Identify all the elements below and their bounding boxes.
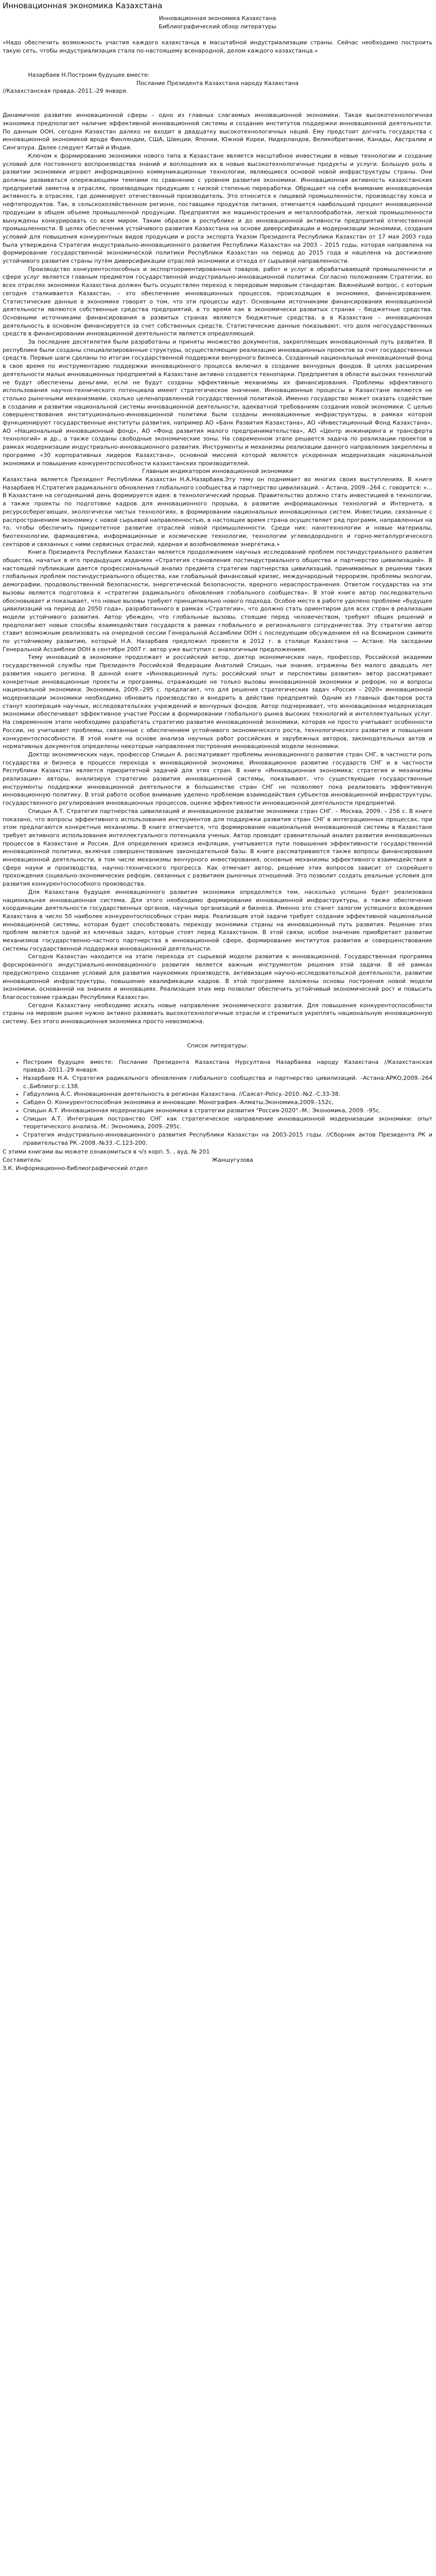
footer-author-label: Составитель: [3,1157,43,1164]
reference-item: • Габдуллина А.С. Инновационная деятельность в регионах Казахстана. //Саясат-Policy.-2010.-№2.-С.33-38. [23,1090,432,1098]
epigraph-author: Назарбаев Н.Построим будущее вместе: [28,71,150,78]
reference-item: • Стратегия индустриально-инновационного развития Республики Казахстан на 2003-2015 годы. //Сборник актов Президента РК и правительства РК.-2008.-№33.-С.123-200. [23,1131,432,1147]
reference-item: • Спицын А.Т. Инновационная модернизация экономики в стратегии развития "Россия-2020".-М.: Экономика, 2009. -95с. [23,1107,432,1115]
section-heading: Главным индикатором инновационной экономики [142,468,293,475]
body-paragraph: Ключом к формированию экономики нового типа в Казахстане является масштабное инвестиции в новые технологии и создание условий для постоянного воспроизводства знаний и воплощения их в новые высокотехнологичные продукты и услуги. Большую роль в развитии экономики играют информационно коммуникационные технологии, являющиеся основой новой инфраструктуры страны. Они должны развиваться опережающими темпами по сравнению с уровнем развития экономики. Инновационная активность казахстанских предприятий заметна в отраслях, производящих продукцию с низкой степенью переработки. Обращает на себя внимание инновационная активность в отраслях, где доминирует отечественный производитель. Это относится к пищевой промышленности, производству кокса и нефтепродуктов. Так, в сельскохозяйственном регионе, поставщике продуктов питания, отмечается наибольший процент инновационной продукции в общем объеме промышленной продукции. Предприятия же машиностроения и металлообработки, легкой промышленности вынуждены конкурировать со всем миром. Таким образом в республике и до инновационной активности предприятий отечественной промышленности. В целях обеспечения устойчивого развития Казахстана на основе диверсификации и модернизации экономики, создания условий для повышения конкурентных видов продукции и роста экспорта Указом Президента Республики Казахстан от 17 мая 2003 года была утверждена Стратегия индустриально-инновационного развития Республики Казахстан на 2003 – 2015 годы, которая направлена на формирование государственной экономической политики Республики Казахстан на период до 2015 года и нацелена на достижение устойчивого развития страны путём диверсификации отраслей экономики и отхода от сырьевой направленности. [3,152,432,265]
footer-dept: З.К. Информационно-библиографический отдел [3,1164,148,1172]
epigraph [3,71,432,95]
footer-author-name: Жаншугузова [212,1157,253,1164]
header-block [3,14,432,30]
body-paragraph: Книга Президента Республики Казахстан является продолжением научных исследований проблем постиндустриального развития общества, начатых в его предыдущих изданиях «Стратегия становления постиндустриального общества и партнерство цивилизаций». В настоящей публикации дается профессиональный анализ предмета стратегии партнерства цивилизаций, принимаемых в решении таких глобальных проблем постиндустриального общества, как глобальный финансовый кризис, международный терроризм, проблемы экологии, демографии, продовольственной безопасности, энергетической безопасности, ядерного нераспространения. Ответом государства на эти вызовы является подготовка к «стратегии радикального обновления глобального сообщества». В этой книге автор последовательно обосновывает и показывает, что новые вызовы требуют принципиально нового подхода. Особое место в работе уделено проблеме «будущее цивилизаций на период до 2050 года», разработанного в рамках «Стратегии», что должно стать ориентиром для всех стран в реализации модели устойчивого развития. Автор убежден, что глобальные вызовы, стоящие перед человечеством, требуют общих решений и предполагают новые способы взаимодействия государств в рамках глобального и регионального сотрудничества. Эту стратегию автор ставит возможным реализовать на очередной сессии Генеральной Ассамблеи ООН с последующим обсуждением её на Всемирном саммите по устойчивому развитию, который Н.А. Назарбаев предложил провести в 2012 г. в столице Казахстана — Астане. На заседании Генеральной Ассамблеи ООН в сентябре 2007 г. автор уже выступил с аналогичным предложением. [3,549,432,653]
footer [3,1148,432,1172]
body-paragraph: За последние десятилетия были разработаны и приняты множество документов, закрепляющих инновационный путь развития. В республике были созданы специализированные структуры, осуществляющие реализацию инновационных проектов за счет государственных средств. Первые шаги сделаны по итогам государственной поддержки венчурного бизнеса. Созданный национальный инновационный фонд в свое время по инструментарию поддержки инновационного процесса включил в создание венчурных фондов. В целях расширения деятельности малых инновационных предприятий в Казахстане активно создаются технопарки. Предприятия в области высоких технологий не будут обеспечены деньгами, если не будут созданы эффективные механизмы их финансирования. Проблемы эффективного использования научно-технического потенциала имеют стратегическое значение. Инновационные процессы в Казахстане являются не столько рыночными механизмами, сколько целенаправленной государственной политикой. Именно государство может оказать содействие в создании и развитии национальной системы инновационной деятельности, адекватной требованиям создания новой экономики. С целью совершенствования институционально-инновационной политики были созданы инновационные инфраструктуры, в рамках которой функционируют государственные институты развития, например АО «Банк Развития Казахстана», АО «Инвестиционный Фонд Казахстана», АО «Национальный инновационный фонд», АО «Фонд развития малого предпринимательства», АО «Центр инжиниринга и трансферта технологий» и др., а также созданы свободные экономические зоны. На современном этапе решается задача по реализации проектов в рамках модернизации индустриально-инновационного развития. Инструменты и механизмы реализации данного направления закреплены в программе «30 корпоративных лидеров Казахстана», основной миссией которой является ускоренная модернизация национальной экономики и повышение конкурентоспособности казахстанских производителей. [3,338,432,467]
reference-item: • Назарбаев Н.А. Стратегия радикального обновления глобального сообщества и партнерство цивилизаций. –Астана:АРКО,2009.-264 с.,Библиогр.:с.138. [23,1074,432,1090]
body-paragraph: Спицын А.Т. Стратегия партнерства цивилизаций и инновационное развитие экономики стран СНГ. – Москва, 2009. – 256 с. В книге показано, что вопросы эффективного использования инструментов для поддержки развития стран СНГ в интеграционных процессах, при этом предлагаются конкретные механизмы. В книге отмечается, что формирование национальной инновационной системы в Казахстане требует активного использования интеллектуального потенциала ученых. Автор проводит сравнительный анализ развития инновационных процессов в Казахстане и России. Для определения кризиса инфляции, учитываются пути повышения эффективности государственной инновационной политики, включая совершенствование законодательной базы. В книге рассматриваются также вопросы финансирования инновационной деятельности, в том числе механизмы венчурного инвестирования, основные механизмы эффективного взаимодействия в сфере науки и производства, научно-технического прогресса. Как отмечает автор, решение этих вопросов зависит от скорейшего прохождения социально-экономических реформ, связанных с развитием рыночных отношений. Это позволит создать реальные условия для развития конкурентоспособного производства. [3,807,432,888]
body-paragraph: Динамичное развитие инновационной сферы – одно из главных слагаемых инновационной экономики. Такая высокотехнологичная экономика предполагает наличие эффективной инновационной системы и создание институтов поддержки инновационной деятельности. По данным ООН, сегодня Казахстан далеко не входит в двадцатку высокотехнологичных наций. Ему предстоит догнать государства с инновационной экономикой вроде Финляндии, США, Швеции, Японии, Южной Кореи, Нидерландов, Великобритании, Канады, Австралии и Сингапура. Далее следуют Китай и Индия. [3,112,432,151]
body-paragraph: Сегодня Казахстану необходимо искать новые направления экономического развития. Для повышения конкурентоспособности страны на мировом рынке нужно активно развивать высокотехнологичные отрасли и стремиться укреплять национальную инновационную систему. Без этого инновационная экономика просто невозможна. [3,1002,432,1025]
reference-item: • Спицын А.Т. Интеграция постранство СНГ как стратегическое направление инновационной модернизации экономики: опыт теоретического анализа.-М.: Экономика, 2009.-295с. [23,1115,432,1131]
body-paragraph: Сегодня Казахстан находится на этапе перехода от сырьевой модели развития к инновационной. Государственная программа форсированного индустриально-инновационного развития является важным инструментом решения этой задачи. В её рамках предусмотрено создание условий для развития наукоемких производств, активизация научно-исследовательской деятельности, развитие инновационной инфраструктуры, повышение квалификации кадров. В этой программе заложены основы построения новой модели экономики, основанной на знаниях и инновациях. Реализация этих мер позволит обеспечить устойчивый экономический рост и повысить благосостояние граждан Республики Казахстан. [3,953,432,1001]
body-paragraph: Производство конкурентоспособных и экспортоориентированных товаров, работ и услуг в обрабатывающей промышленности и сфере услуг является главным предметом государственной индустриально-инновационной политики. Согласно положениям Стратегии, во всех отраслях экономики Казахстана должен быть осуществлен переход к передовым мировым стандартам. Важнейший вопрос, с которым сегодня сталкивается Казахстан, – это обеспечение инновационных процессов, происходящих в экономике, финансированием. Статистические данные в экономике говорят о том, что эти процессы идут. Основными источниками финансирования инновационной деятельности являются собственные средства предприятий, в то время как в экономически развитых странах – бюджетные средства. Основными источниками финансирования в развитых странах являются бюджетные средства, а в Казахстане – инновационная деятельность в основном финансируется за счет собственных средств. Статистические данные показывают, что доля негосударственных средств в финансировании инновационной деятельности является определяющей. [3,265,432,337]
references-title: Список литературы: [187,1042,248,1049]
body-paragraph: Для Казахстана будущее инновационного развития экономики определяется тем, насколько успешно будет реализована национальная инновационная система. Для этого необходимо формирование инновационной инфраструктуры, а также обеспечение координации деятельности государственных органов, научных организаций и бизнеса. Именно это станет залогом успешного вхождения Казахстана в число 50 наиболее конкурентоспособных стран мира. Реализация этой задачи требует создания эффективной национальной инновационной системы, которая будет способствовать переходу экономики страны на инновационный путь развития. Решение этих проблем является одной из ключевых задач, которые стоят перед Казахстаном. В этой связи, особое значение приобретает развитие механизмов государственно-частного партнерства в инновационной сфере, формирование институтов развития и совершенствование системы государственной поддержки инновационной деятельности. [3,888,432,952]
center-heading-2: Библиографический обзор литературы [159,23,276,30]
document-page [0,0,436,1172]
epigraph-citation: //Казахстанская правда.-2011.-29 января. [3,88,128,95]
reference-item: • Сабден О. Конкурентоспособная экономика и инновации: Монография.-Алматы,Экономика,2009.-152с. [23,1098,432,1107]
page-title: Инновационная экономика Казахстана [3,1,163,10]
intro-quote: «Надо обеспечить возможность участия каждого казахстанца в масштабной индустриализации страны. Сейчас необходимо построить такую сеть, чтобы индустриализация стала по-настоящему всенародной, делом каждого казахстанца.» [3,39,432,54]
body-paragraph: Тему инноваций в экономике продолжает и российский автор, доктор экономических наук, профессор, Российской академии государственной службы при Президенте Российской Федерации Анатолий Спицын, чьи знания, отражены без малого двадцать лет развития нашего региона. В данной книге «Инновационный путь: российский опыт и перспективы развития» автор рассматривает конкретные инновационные проекты и программы, отражающие не только вызовы инновационной экономики и реформ, но и вопросы национальной экономики. Экономика, 2009.–295 с. предлагает, что для решения стратегических задач «Россия – 2020» инновационной модернизации экономики необходимо обновить производство и внедрить в действие предприятий. Одним из главных факторов роста станут кооперация научных, исследовательских учреждений и венчурных фондов. Автор подчеркивает, что инновационная модернизация экономики обеспечивает эффективное участие России в формировании глобального рынка высоких технологий и интеллектуальных услуг. На современном этапе необходимо разработать стратегию развития инновационной экономики, которая не просто учитывает особенности России, но учитывает проблемы, связанные с обеспечением устойчивого экономического роста, технологического развития и повышения конкурентоспособности. В этой книге на основе анализа научных работ российских и зарубежных авторов, законодательных актов и нормативных документов определены некоторые направления построения инновационной модели экономики. [3,654,432,750]
reference-item: • Построим будущее вместе: Послание Президента Казахстана Нурсултана Назарбаева народу Казахстана //Казахстанская правда.-2011.-29 января. [23,1058,432,1074]
body-paragraph: Казахстана является Президент Республики Казахстан Н.А.Назарбаев.Эту тему он поднимает во многих своих выступлениях. В книге Назарбаев Н.Стратегия радикального обновления глобального сообщества и партнерство цивилизаций. – Астана, 2009.–264 с. говорится: «…В Казахстане на сегодняшний день формируется идея: в технологический прорыв. Правительство должно стать инвестицией в технологии, а также проекты по подготовке кадров для инновационного прорыва, в развитие информационных технологий и Интернета, в ресурсосберегающих, экологически чистых технологиях, в формировании национальных инновационных систем. Инвестиции, связанные с распространением экономику с новой сырьевой направленностью, в настоящее время страна осуществляет ряд программ, направленных на то, чтобы обеспечить приоритетное развитие отраслей новой промышленности. Среди них: нанотехнологии и новые материалы, биотехнологии, фармацевтика, информационные и космические технологии, технологии углеводородного и горно-металлургического секторов и связанных с ними сервисных отраслей, ядерная и возобновляемая энергетика.» [3,476,432,548]
references-list [3,1058,432,1147]
footer-author-line [3,1156,432,1164]
epigraph-source: Послание Президента Казахстана народу Казахстана [136,79,299,87]
footer-note: С этими книгами вы можете ознакомиться в ч/з корп. 5. , ауд. № 201 [3,1148,210,1156]
body-paragraph: Доктор экономических наук, профессор Спицын А. рассматривает проблемы инновационного развития стран СНГ, в частности роль государства и бизнеса в процессе перехода к инновационной экономике. Инновационное развитие государств СНГ и в частности Республики Казахстан является приоритетной задачей для этих стран. В книге «Инновационная экономика: стратегия и механизмы реализации» авторы, анализируя стратегию развития инновационной системы, показывают, что существующие государственные инструменты поддержки инновационной деятельности в большинстве стран СНГ не позволяют пока реализовать эффективную инновационную политику. В этой работе особое внимание уделено проблемам взаимодействия субъектов инновационной инфраструктуры, государственного регулирования инновационных процессов, оценке эффективности инновационной деятельности предприятий. [3,751,432,807]
center-heading-1: Инновационная экономика Казахстана [159,15,276,22]
